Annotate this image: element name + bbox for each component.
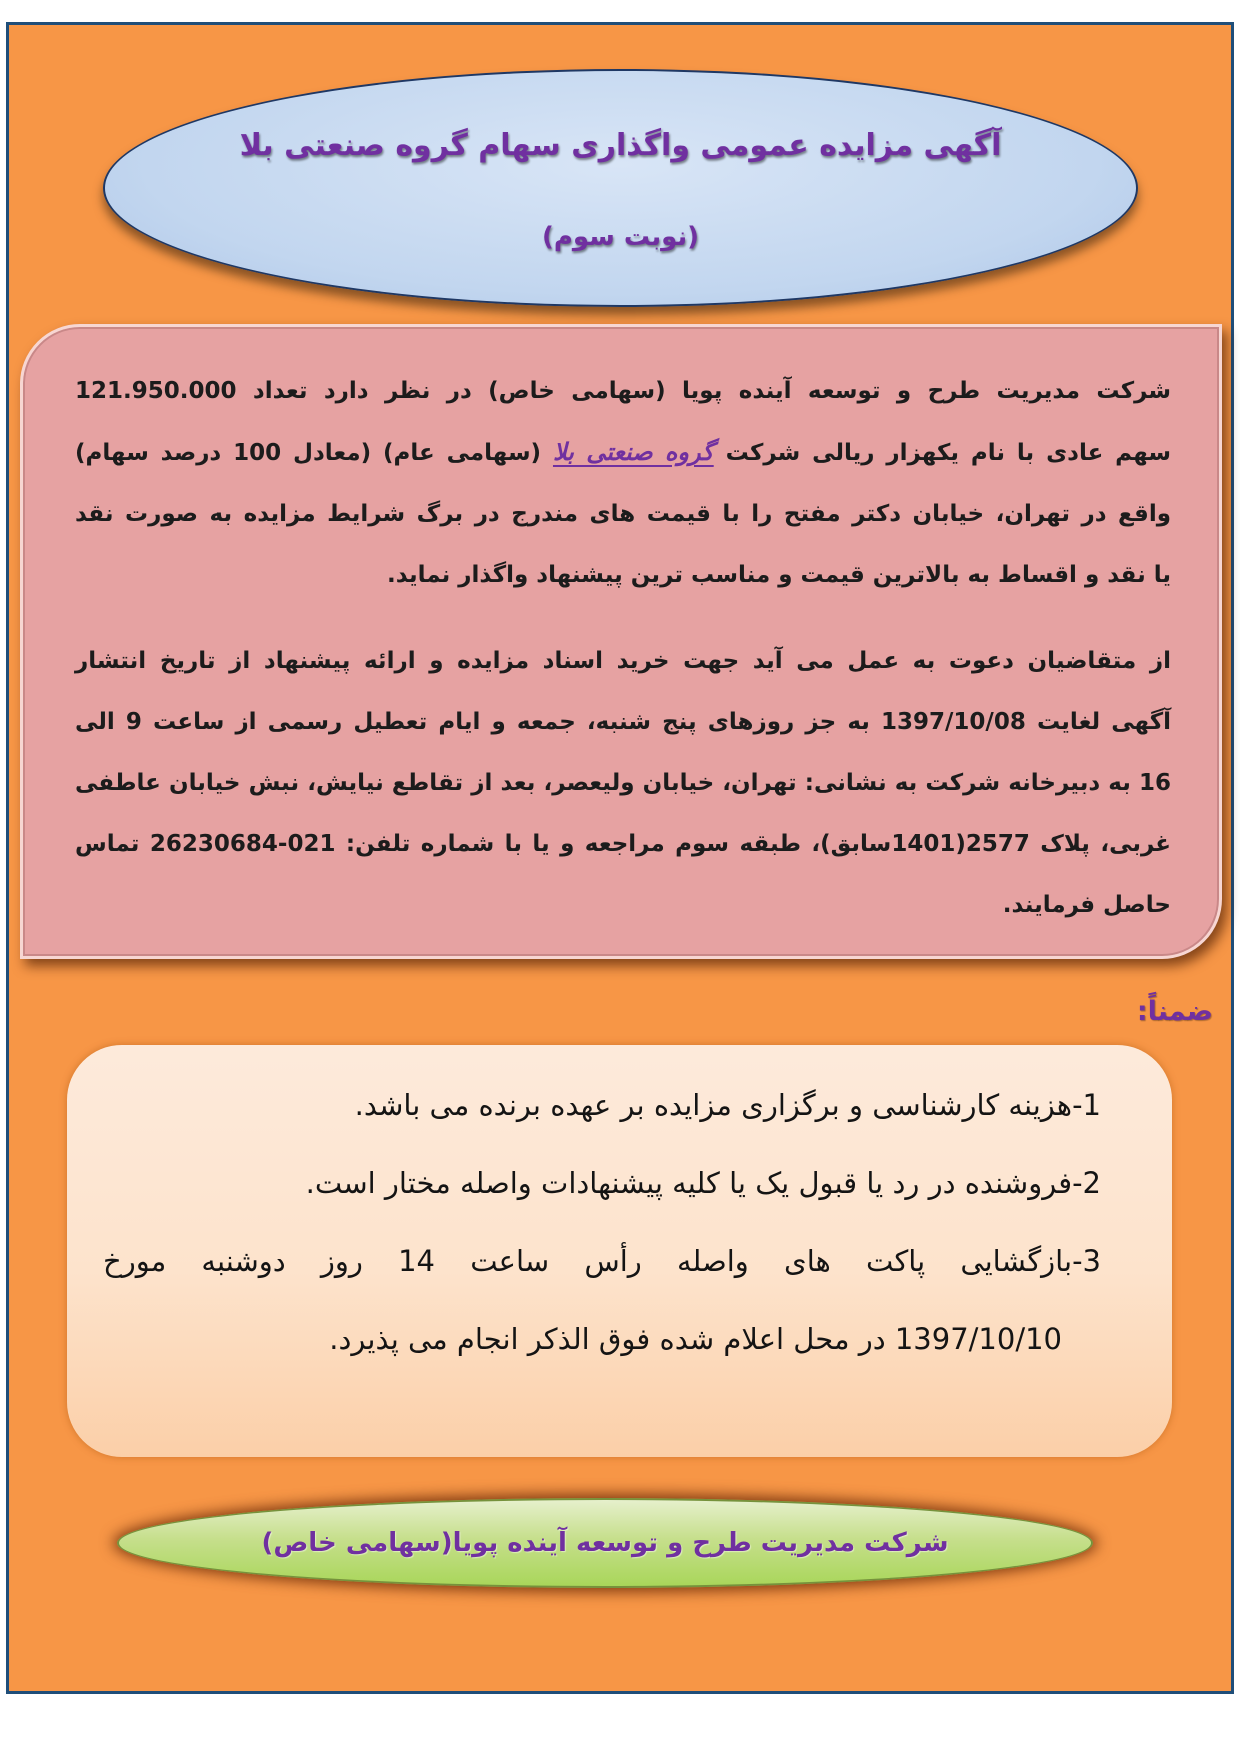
notice-line: 16 به دبیرخانه شرکت به نشانی: تهران، خیابان ولیعصر، بعد از تقاطع نیایش، نبش خیابان عاطفی	[75, 770, 1171, 796]
footer-company-name: شرکت مدیریت طرح و توسعه آینده پویا(سهامی خاص)	[261, 1528, 949, 1558]
note-item-1: 1-هزینه کارشناسی و برگزاری مزایده بر عهده برنده می باشد.	[354, 1088, 1101, 1122]
notice-line: غربی، پلاک 2577(1401سابق)، طبقه سوم مراجعه و یا با شماره تلفن: 021-26230684 تماس	[75, 831, 1172, 857]
notice-line	[75, 422, 1171, 484]
notice-line: آگهی لغایت 1397/10/08 به جز روزهای پنج شنبه، جمعه و ایام تعطیل رسمی از ساعت 9 الی	[75, 709, 1172, 735]
note-item-3-continuation: 1397/10/10 در محل اعلام شده فوق الذکر انجام می پذیرد.	[329, 1322, 1062, 1356]
notice-paragraph-2	[75, 631, 1171, 936]
company-name-highlight: گروه صنعتی بلا	[552, 438, 714, 466]
notes-box	[67, 1045, 1172, 1457]
page-title: آگهی مزایده عمومی واگذاری سهام گروه صنعتی بلا	[239, 128, 1002, 163]
notice-line-text: سهم عادی با نام یکهزار ریالی شرکت	[725, 440, 1172, 466]
notes-heading: ضمناً:	[1136, 996, 1213, 1027]
notice-line-text: (سهامی عام) (معادل 100 درصد سهام)	[75, 440, 542, 466]
notice-line: شرکت مدیریت طرح و توسعه آینده پویا (سهامی خاص) در نظر دارد تعداد 121.950.000	[75, 378, 1171, 404]
footer-ellipse	[117, 1498, 1093, 1588]
notice-line: یا نقد و اقساط به بالاترین قیمت و مناسب ترین پیشنهاد واگذار نماید.	[386, 562, 1171, 588]
note-item-3: 3-بازگشایی پاکت های واصله رأس ساعت 14 روز دوشنبه مورخ	[103, 1244, 1101, 1278]
notice-line: حاصل فرمایند.	[1002, 892, 1171, 918]
notice-line: از متقاضیان دعوت به عمل می آید جهت خرید اسناد مزایده و ارائه پیشنهاد از تاریخ انتشار	[75, 648, 1171, 674]
notice-paragraph-1	[75, 361, 1171, 606]
note-item-2: 2-فروشنده در رد یا قبول یک یا کلیه پیشنهادات واصله مختار است.	[305, 1166, 1101, 1200]
header-ellipse	[103, 69, 1138, 307]
notice-line: واقع در تهران، خیابان دکتر مفتح را با قیمت های مندرج در برگ شرایط مزایده به صورت نقد	[75, 501, 1171, 527]
page-subtitle: (نوبت سوم)	[541, 222, 700, 252]
notice-box	[20, 324, 1222, 959]
